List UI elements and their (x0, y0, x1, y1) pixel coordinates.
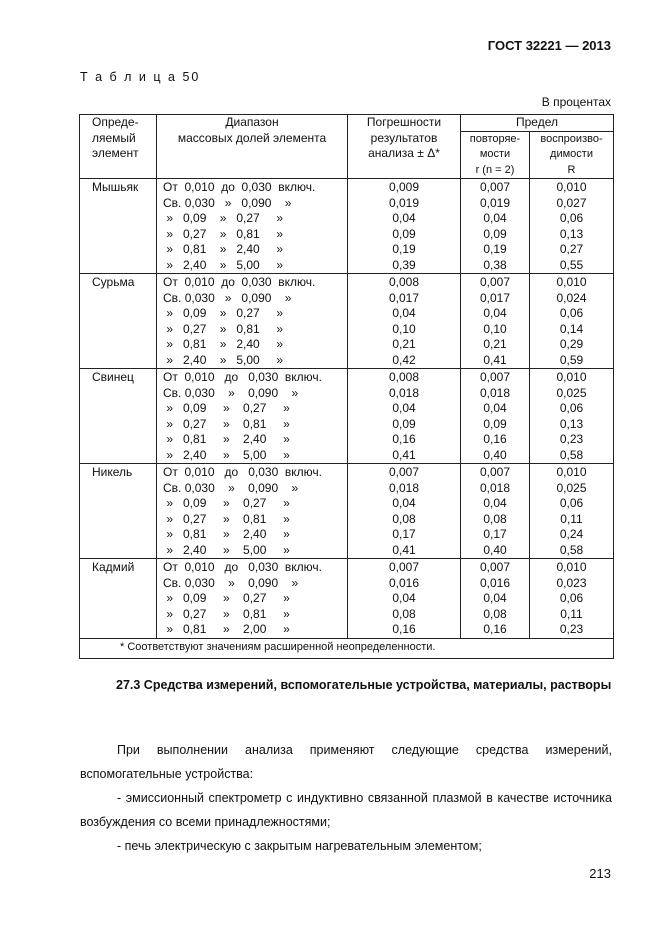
element-name (80, 432, 157, 448)
table-row (80, 622, 614, 638)
element-name (80, 353, 157, 369)
table-row (80, 242, 614, 258)
repeatability-cell: 0,16 (461, 432, 530, 448)
element-name (80, 242, 157, 258)
data-table (79, 114, 614, 659)
table-row (80, 401, 614, 417)
range-cell: От 0,010 до 0,030 включ. (157, 464, 348, 481)
table-units: В процентах (541, 95, 611, 109)
repeatability-cell: 0,40 (461, 448, 530, 464)
table-row (80, 432, 614, 448)
repeatability-cell: 0,018 (461, 386, 530, 402)
error-cell: 0,09 (348, 227, 461, 243)
error-cell: 0,19 (348, 242, 461, 258)
col-reproducibility-header: воспроизво- димости R (530, 131, 614, 179)
repeatability-cell: 0,19 (461, 242, 530, 258)
repeatability-cell: 0,09 (461, 227, 530, 243)
error-cell: 0,008 (348, 369, 461, 386)
error-cell: 0,009 (348, 179, 461, 196)
section-heading: 27.3 Средства измерений, вспомогательные устройства, материалы, растворы (116, 678, 612, 692)
table-row (80, 543, 614, 559)
range-cell: » 0,09 » 0,27 » (157, 591, 348, 607)
error-cell: 0,21 (348, 337, 461, 353)
error-cell: 0,09 (348, 417, 461, 433)
element-name (80, 196, 157, 212)
range-cell: » 0,09 » 0,27 » (157, 211, 348, 227)
error-cell: 0,41 (348, 543, 461, 559)
repeatability-cell: 0,04 (461, 591, 530, 607)
reproducibility-cell: 0,025 (530, 481, 614, 497)
range-cell: » 0,27 » 0,81 » (157, 322, 348, 338)
repeatability-cell: 0,40 (461, 543, 530, 559)
reproducibility-cell: 0,11 (530, 512, 614, 528)
range-cell: Св. 0,030 » 0,090 » (157, 481, 348, 497)
reproducibility-cell: 0,010 (530, 179, 614, 196)
repeatability-cell: 0,007 (461, 464, 530, 481)
repeatability-cell: 0,04 (461, 306, 530, 322)
reproducibility-cell: 0,027 (530, 196, 614, 212)
table-row (80, 353, 614, 369)
error-cell: 0,016 (348, 576, 461, 592)
range-cell: » 2,40 » 5,00 » (157, 258, 348, 274)
error-cell: 0,42 (348, 353, 461, 369)
reproducibility-cell: 0,06 (530, 401, 614, 417)
element-name (80, 211, 157, 227)
element-name (80, 527, 157, 543)
table-row (80, 448, 614, 464)
element-name: Мышьяк (80, 179, 157, 196)
range-cell: Св. 0,030 » 0,090 » (157, 386, 348, 402)
element-name: Свинец (80, 369, 157, 386)
paragraph-2: - эмиссионный спектрометр с индуктивно связанной плазмой в качестве источника возбуждения со всеми принадлежностями; (80, 791, 612, 829)
element-name (80, 512, 157, 528)
reproducibility-cell: 0,59 (530, 353, 614, 369)
reproducibility-cell: 0,13 (530, 227, 614, 243)
repeatability-cell: 0,21 (461, 337, 530, 353)
reproducibility-cell: 0,58 (530, 448, 614, 464)
reproducibility-cell: 0,11 (530, 607, 614, 623)
range-cell: » 2,40 » 5,00 » (157, 543, 348, 559)
range-cell: » 0,81 » 2,40 » (157, 432, 348, 448)
reproducibility-cell: 0,14 (530, 322, 614, 338)
error-cell: 0,04 (348, 211, 461, 227)
repeatability-cell: 0,08 (461, 607, 530, 623)
range-cell: Св. 0,030 » 0,090 » (157, 576, 348, 592)
element-name (80, 576, 157, 592)
document-header: ГОСТ 32221 — 2013 (487, 38, 611, 53)
repeatability-cell: 0,007 (461, 179, 530, 196)
reproducibility-cell: 0,06 (530, 211, 614, 227)
error-cell: 0,41 (348, 448, 461, 464)
col-element-header: Опреде- ляемый элемент (80, 115, 157, 179)
element-name (80, 481, 157, 497)
repeatability-cell: 0,04 (461, 496, 530, 512)
repeatability-cell: 0,017 (461, 291, 530, 307)
error-cell: 0,10 (348, 322, 461, 338)
repeatability-cell: 0,08 (461, 512, 530, 528)
reproducibility-cell: 0,025 (530, 386, 614, 402)
table-row (80, 369, 614, 386)
element-name (80, 622, 157, 638)
error-cell: 0,16 (348, 622, 461, 638)
element-name (80, 337, 157, 353)
element-name (80, 607, 157, 623)
element-group (80, 464, 614, 559)
element-name (80, 401, 157, 417)
reproducibility-cell: 0,27 (530, 242, 614, 258)
error-cell: 0,017 (348, 291, 461, 307)
table-row (80, 559, 614, 576)
reproducibility-cell: 0,55 (530, 258, 614, 274)
repeatability-cell: 0,41 (461, 353, 530, 369)
range-cell: » 0,81 » 2,40 » (157, 242, 348, 258)
table-name: Т а б л и ц а 50 (80, 70, 201, 84)
col-range-header: Диапазон массовых долей элемента (157, 115, 348, 179)
page-number: 213 (589, 866, 611, 881)
range-cell: Св. 0,030 » 0,090 » (157, 196, 348, 212)
repeatability-cell: 0,019 (461, 196, 530, 212)
table-row (80, 576, 614, 592)
repeatability-cell: 0,04 (461, 401, 530, 417)
table-row (80, 274, 614, 291)
repeatability-cell: 0,007 (461, 559, 530, 576)
range-cell: От 0,010 до 0,030 включ. (157, 559, 348, 576)
range-cell: » 0,09 » 0,27 » (157, 496, 348, 512)
reproducibility-cell: 0,13 (530, 417, 614, 433)
reproducibility-cell: 0,23 (530, 622, 614, 638)
error-cell: 0,04 (348, 306, 461, 322)
table-row (80, 322, 614, 338)
element-group (80, 559, 614, 639)
error-cell: 0,018 (348, 481, 461, 497)
element-name: Кадмий (80, 559, 157, 576)
range-cell: » 0,09 » 0,27 » (157, 306, 348, 322)
reproducibility-cell: 0,24 (530, 527, 614, 543)
repeatability-cell: 0,38 (461, 258, 530, 274)
element-group (80, 179, 614, 274)
error-cell: 0,04 (348, 496, 461, 512)
table-row (80, 496, 614, 512)
repeatability-cell: 0,09 (461, 417, 530, 433)
table-row (80, 464, 614, 481)
range-cell: » 0,81 » 2,40 » (157, 337, 348, 353)
error-cell: 0,04 (348, 591, 461, 607)
range-cell: » 0,81 » 2,40 » (157, 527, 348, 543)
table-row (80, 481, 614, 497)
table-row (80, 258, 614, 274)
repeatability-cell: 0,10 (461, 322, 530, 338)
error-cell: 0,08 (348, 607, 461, 623)
error-cell: 0,008 (348, 274, 461, 291)
range-cell: » 2,40 » 5,00 » (157, 448, 348, 464)
element-name (80, 496, 157, 512)
range-cell: » 0,81 » 2,00 » (157, 622, 348, 638)
table-row (80, 527, 614, 543)
element-name (80, 227, 157, 243)
reproducibility-cell: 0,06 (530, 591, 614, 607)
error-cell: 0,17 (348, 527, 461, 543)
element-group (80, 369, 614, 464)
error-cell: 0,018 (348, 386, 461, 402)
table-row (80, 179, 614, 196)
table-row (80, 211, 614, 227)
reproducibility-cell: 0,29 (530, 337, 614, 353)
table-row (80, 196, 614, 212)
element-group (80, 274, 614, 369)
table-footnote: * Соответствуют значениям расширенной неопределенности. (80, 638, 614, 659)
repeatability-cell: 0,04 (461, 211, 530, 227)
element-name: Сурьма (80, 274, 157, 291)
table-row (80, 386, 614, 402)
error-cell: 0,019 (348, 196, 461, 212)
col-repeatability-header: повторяе- мости r (n = 2) (461, 131, 530, 179)
repeatability-cell: 0,16 (461, 622, 530, 638)
reproducibility-cell: 0,23 (530, 432, 614, 448)
element-name (80, 448, 157, 464)
paragraph-3: - печь электрическую с закрытым нагревательным элементом; (117, 839, 482, 853)
range-cell: От 0,010 до 0,030 включ. (157, 369, 348, 386)
table-row (80, 591, 614, 607)
table-row (80, 337, 614, 353)
element-name (80, 591, 157, 607)
range-cell: От 0,010 до 0,030 включ. (157, 274, 348, 291)
table-row (80, 291, 614, 307)
reproducibility-cell: 0,024 (530, 291, 614, 307)
element-name: Никель (80, 464, 157, 481)
element-name (80, 306, 157, 322)
reproducibility-cell: 0,06 (530, 306, 614, 322)
range-cell: » 0,27 » 0,81 » (157, 607, 348, 623)
repeatability-cell: 0,016 (461, 576, 530, 592)
reproducibility-cell: 0,58 (530, 543, 614, 559)
range-cell: » 2,40 » 5,00 » (157, 353, 348, 369)
range-cell: Св. 0,030 » 0,090 » (157, 291, 348, 307)
reproducibility-cell: 0,010 (530, 274, 614, 291)
error-cell: 0,007 (348, 464, 461, 481)
element-name (80, 258, 157, 274)
table-row (80, 227, 614, 243)
element-name (80, 543, 157, 559)
element-name (80, 291, 157, 307)
error-cell: 0,39 (348, 258, 461, 274)
table-row (80, 417, 614, 433)
error-cell: 0,007 (348, 559, 461, 576)
col-error-header: Погрешности результатов анализа ± Δ* (348, 115, 461, 179)
table-row (80, 306, 614, 322)
range-cell: » 0,27 » 0,81 » (157, 512, 348, 528)
reproducibility-cell: 0,010 (530, 464, 614, 481)
element-name (80, 386, 157, 402)
error-cell: 0,08 (348, 512, 461, 528)
repeatability-cell: 0,007 (461, 369, 530, 386)
element-name (80, 417, 157, 433)
repeatability-cell: 0,007 (461, 274, 530, 291)
table-row (80, 607, 614, 623)
reproducibility-cell: 0,06 (530, 496, 614, 512)
error-cell: 0,04 (348, 401, 461, 417)
repeatability-cell: 0,018 (461, 481, 530, 497)
range-cell: » 0,09 » 0,27 » (157, 401, 348, 417)
paragraph-1: При выполнении анализа применяют следующие средства измерений, вспомогательные устройства: (80, 743, 612, 781)
range-cell: » 0,27 » 0,81 » (157, 227, 348, 243)
reproducibility-cell: 0,010 (530, 559, 614, 576)
col-limit-header: Предел (461, 115, 614, 132)
range-cell: От 0,010 до 0,030 включ. (157, 179, 348, 196)
error-cell: 0,16 (348, 432, 461, 448)
table-row (80, 512, 614, 528)
range-cell: » 0,27 » 0,81 » (157, 417, 348, 433)
reproducibility-cell: 0,023 (530, 576, 614, 592)
reproducibility-cell: 0,010 (530, 369, 614, 386)
repeatability-cell: 0,17 (461, 527, 530, 543)
element-name (80, 322, 157, 338)
